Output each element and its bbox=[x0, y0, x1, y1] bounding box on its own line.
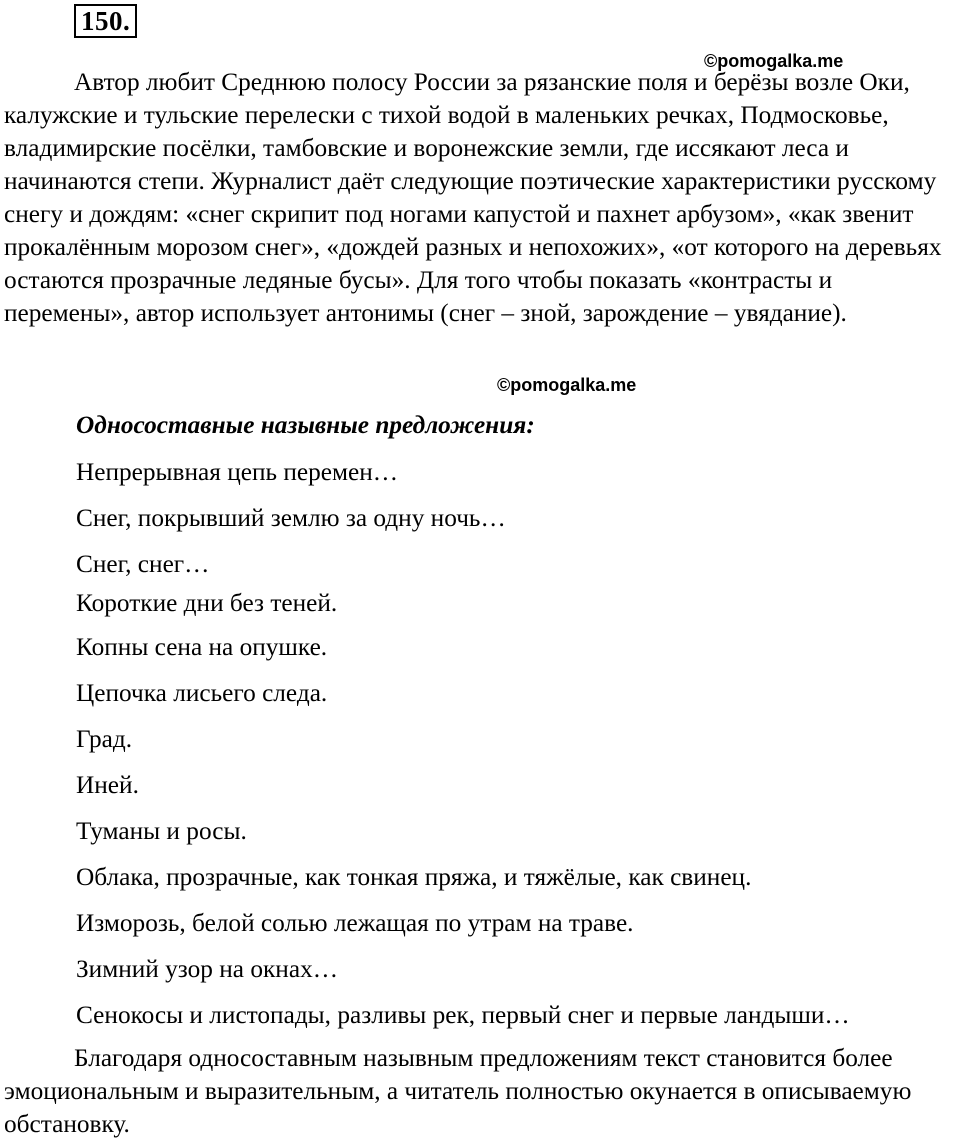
sentence-item: Снег, снег… bbox=[76, 550, 210, 578]
sentence-item: Иней. bbox=[76, 771, 139, 799]
sentence-item: Туманы и росы. bbox=[76, 817, 247, 845]
section-subheading: Односоставные назывные предложения: bbox=[76, 411, 535, 439]
sentence-item: Сенокосы и листопады, разливы рек, первый снег и первые ландыши… bbox=[76, 1001, 850, 1029]
watermark-middle: ©pomogalka.me bbox=[497, 375, 637, 395]
watermark-top: ©pomogalka.me bbox=[704, 51, 844, 71]
sentence-item: Облака, прозрачные, как тонкая пряжа, и тяжёлые, как свинец. bbox=[76, 863, 752, 891]
sentence-item: Зимний узор на окнах… bbox=[76, 955, 339, 983]
conclusion-paragraph: Благодаря односоставным назывным предложениям текст становится более эмоциональным и выразительным, а читатель полностью окунается в описываемую обстановку. bbox=[4, 1044, 912, 1138]
sentence-item: Копны сена на опушке. bbox=[76, 633, 328, 661]
sentence-item: Изморозь, белой солью лежащая по утрам на траве. bbox=[76, 909, 634, 937]
sentence-item: Цепочка лисьего следа. bbox=[76, 679, 328, 707]
sentence-item: Непрерывная цепь перемен… bbox=[76, 458, 399, 486]
sentence-item: Короткие дни без теней. bbox=[76, 589, 338, 617]
sentence-item: Град. bbox=[76, 725, 133, 753]
intro-paragraph: Автор любит Среднюю полосу России за рязанские поля и берёзы возле Оки, калужские и тульские перелески с тихой водой в маленьких речках, Подмосковье, владимирские посёлки, тамбовские и воронежские земли, где иссякают леса и начинаются степи. Журналист даёт следующие поэтические характеристики русскому снегу и дождям: «снег скрипит под ногами капустой и пахнет арбузом», «как звенит прокалённым морозом снег», «дождей разных и непохожих», «от которого на деревьях остаются прозрачные ледяные бусы». Для того чтобы показать «контрасты и перемены», автор использует антонимы (снег – зной, зарождение – увядание). bbox=[4, 68, 942, 327]
sentence-item: Снег, покрывший землю за одну ночь… bbox=[76, 504, 506, 532]
exercise-number: 150. bbox=[74, 4, 137, 38]
